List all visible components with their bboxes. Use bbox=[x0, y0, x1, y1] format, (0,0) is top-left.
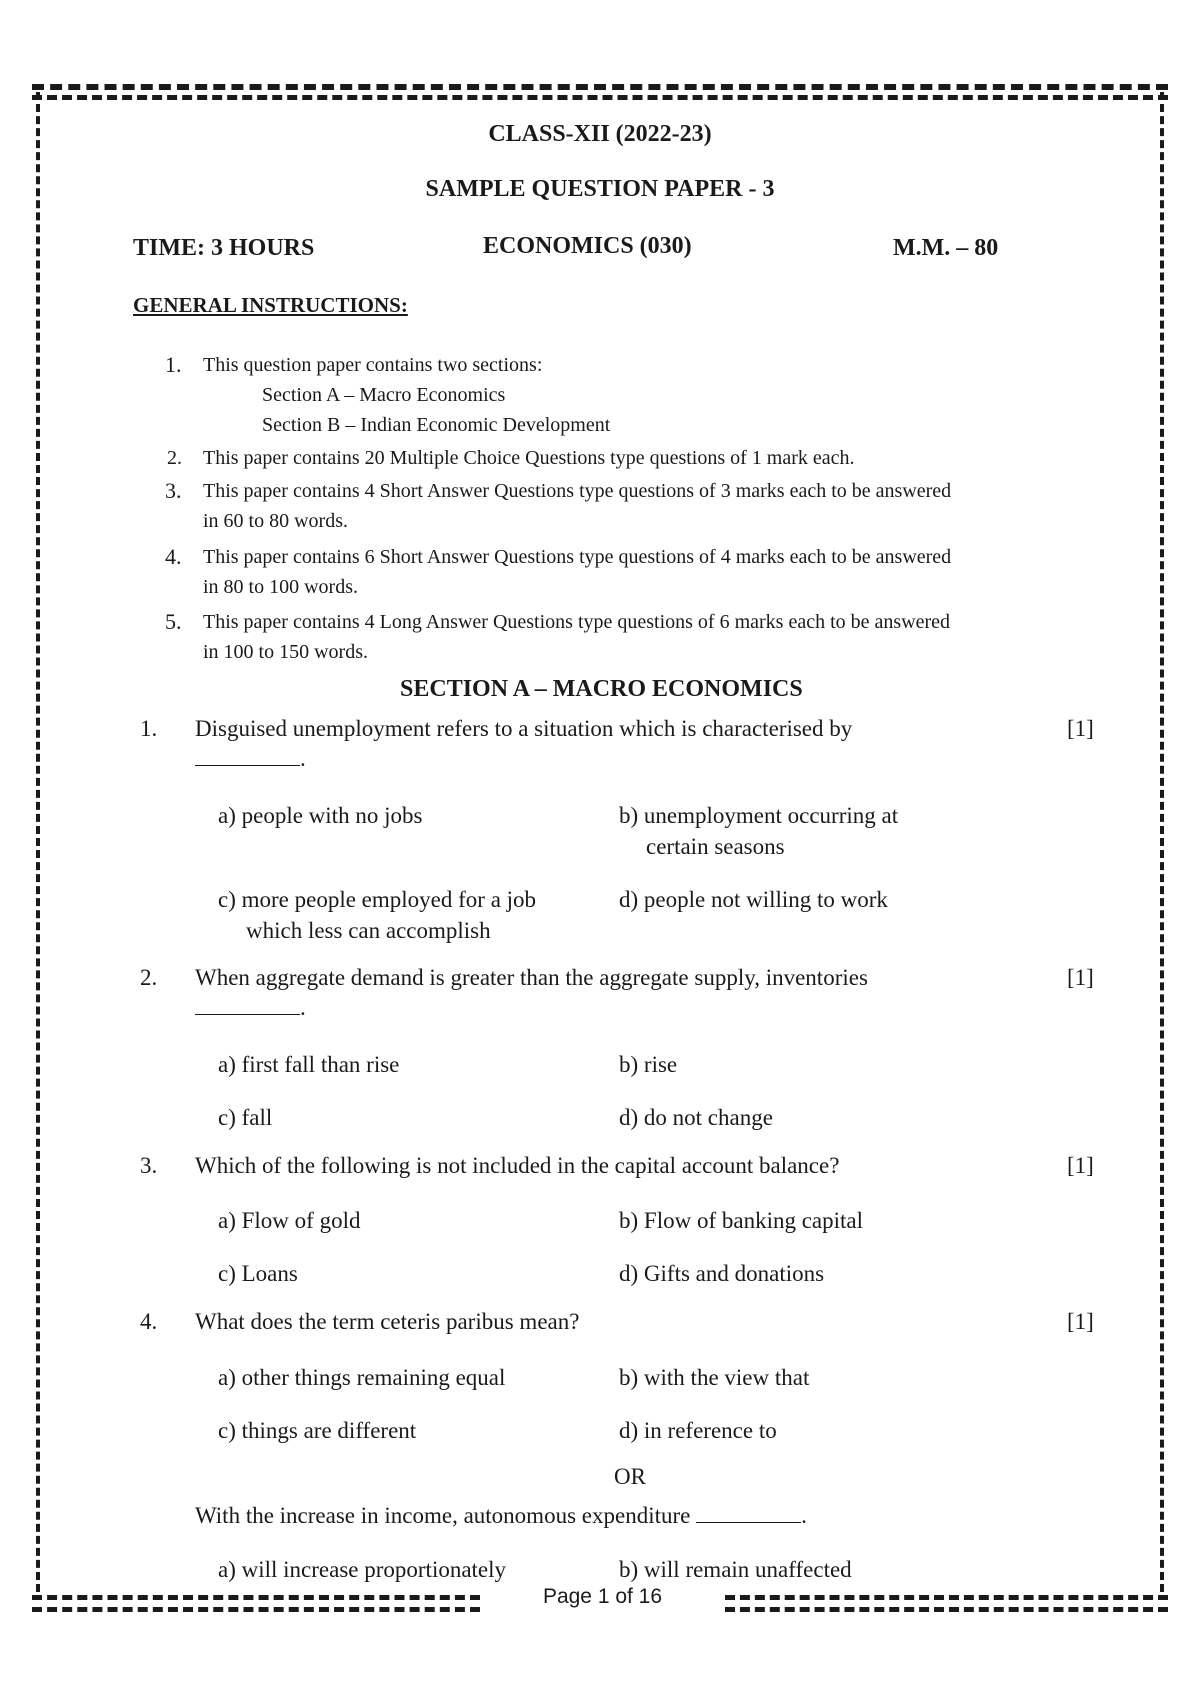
instruction-text: This question paper contains two sections: bbox=[203, 354, 543, 376]
option-c-continued: which less can accomplish bbox=[246, 918, 491, 943]
instruction-text: This paper contains 4 Short Answer Questions type questions of 3 marks each to be answered bbox=[203, 480, 952, 502]
option-d: d) people not willing to work bbox=[619, 887, 888, 912]
page-border-top bbox=[32, 84, 1168, 90]
page-border-right bbox=[1160, 92, 1164, 1592]
time-allowed: TIME: 3 HOURS bbox=[133, 235, 315, 261]
question-number: 4. bbox=[140, 1309, 158, 1334]
option-a: a) first fall than rise bbox=[218, 1052, 400, 1077]
max-marks: M.M. – 80 bbox=[893, 235, 999, 261]
instruction-text: This paper contains 6 Short Answer Questions type questions of 4 marks each to be answered bbox=[203, 546, 952, 568]
paper-title: SAMPLE QUESTION PAPER - 3 bbox=[425, 176, 775, 202]
question-text-alternate: With the increase in income, autonomous expenditure . bbox=[195, 1503, 807, 1528]
question-text: What does the term ceteris paribus mean? bbox=[195, 1309, 580, 1334]
section-a-title: SECTION A – MACRO ECONOMICS bbox=[400, 676, 803, 702]
page-border-bottom-right bbox=[725, 1595, 1168, 1600]
option-b: b) rise bbox=[619, 1052, 678, 1077]
instruction-text: Section B – Indian Economic Development bbox=[262, 414, 611, 436]
instruction-number: 5. bbox=[165, 609, 182, 634]
instruction-text: in 80 to 100 words. bbox=[203, 576, 358, 598]
page-border-top-inner bbox=[32, 95, 1168, 100]
option-c: c) more people employed for a job bbox=[218, 887, 537, 912]
question-text: Disguised unemployment refers to a situation which is characterised by bbox=[195, 716, 853, 741]
subject-code: ECONOMICS (030) bbox=[483, 233, 692, 259]
question-marks: [1] bbox=[1067, 1309, 1094, 1334]
question-number: 2. bbox=[140, 965, 158, 990]
option-a: a) other things remaining equal bbox=[218, 1365, 506, 1390]
page-border-bottom-right-inner bbox=[725, 1607, 1168, 1612]
answer-blank: . bbox=[195, 992, 306, 1023]
instruction-number: 1. bbox=[165, 352, 182, 377]
page-number: Page 1 of 16 bbox=[542, 1585, 663, 1608]
instruction-text: in 60 to 80 words. bbox=[203, 510, 348, 532]
question-marks: [1] bbox=[1067, 1153, 1094, 1178]
option-d: d) Gifts and donations bbox=[619, 1261, 825, 1286]
option-a: a) people with no jobs bbox=[218, 803, 423, 828]
question-marks: [1] bbox=[1067, 716, 1094, 741]
question-text: When aggregate demand is greater than the aggregate supply, inventories bbox=[195, 965, 868, 990]
answer-blank: . bbox=[195, 743, 306, 774]
instruction-text: in 100 to 150 words. bbox=[203, 641, 368, 663]
option-d: d) in reference to bbox=[619, 1418, 777, 1443]
question-text: Which of the following is not included in the capital account balance? bbox=[195, 1153, 840, 1178]
question-number: 3. bbox=[140, 1153, 158, 1178]
instructions-title: GENERAL INSTRUCTIONS: bbox=[133, 293, 408, 317]
class-line: CLASS-XII (2022-23) bbox=[488, 121, 712, 147]
instruction-text: This paper contains 20 Multiple Choice Questions type questions of 1 mark each. bbox=[203, 447, 855, 469]
option-a: a) Flow of gold bbox=[218, 1208, 361, 1233]
instruction-text: Section A – Macro Economics bbox=[262, 384, 506, 406]
instruction-number: 2. bbox=[167, 447, 182, 469]
option-b: b) with the view that bbox=[619, 1365, 810, 1390]
option-d: d) do not change bbox=[619, 1105, 773, 1130]
page-border-bottom-left-inner bbox=[32, 1607, 480, 1612]
option-c: c) fall bbox=[218, 1105, 273, 1130]
option-b: b) will remain unaffected bbox=[619, 1557, 852, 1582]
question-number: 1. bbox=[140, 716, 158, 741]
or-separator: OR bbox=[614, 1464, 646, 1489]
option-b: b) unemployment occurring at bbox=[619, 803, 899, 828]
option-b-continued: certain seasons bbox=[646, 834, 785, 859]
instruction-text: This paper contains 4 Long Answer Questions type questions of 6 marks each to be answered bbox=[203, 611, 951, 633]
question-marks: [1] bbox=[1067, 965, 1094, 990]
instruction-number: 3. bbox=[165, 478, 182, 503]
option-b: b) Flow of banking capital bbox=[619, 1208, 864, 1233]
page-border-bottom-left bbox=[32, 1595, 480, 1600]
page-border-left bbox=[36, 92, 40, 1592]
instruction-number: 4. bbox=[165, 544, 182, 569]
option-a: a) will increase proportionately bbox=[218, 1557, 507, 1582]
option-c: c) Loans bbox=[218, 1261, 298, 1286]
option-c: c) things are different bbox=[218, 1418, 417, 1443]
question-text-alternate-body: With the increase in income, autonomous expenditure bbox=[195, 1503, 691, 1528]
